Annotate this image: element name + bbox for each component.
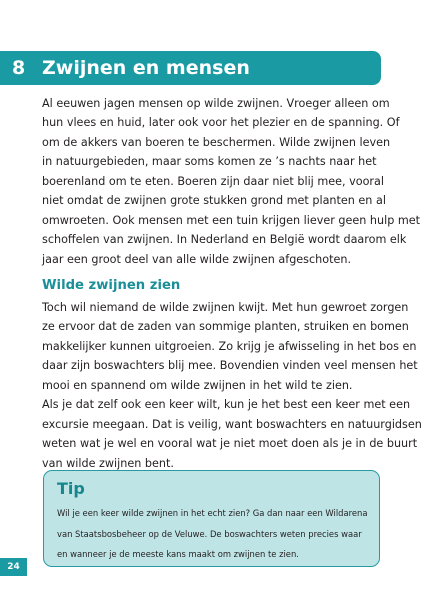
chapter-title: Zwijnen en mensen xyxy=(42,57,250,79)
text-line: niet omdat de zwijnen grote stukken grond met planten en al xyxy=(42,194,386,208)
tip-box xyxy=(43,470,380,567)
text-line: mooi en spannend om wilde zwijnen in het wild te zien. xyxy=(42,378,353,392)
text-line: Al eeuwen jagen mensen op wilde zwijnen. Vroeger alleen om xyxy=(42,97,390,110)
tip-line: en wanneer je de meeste kans maakt om zwijnen te zien. xyxy=(57,549,299,559)
text-line: ze ervoor dat de zaden van sommige planten, struiken en bomen xyxy=(42,320,409,334)
text-line: jaar een groot deel van alle wilde zwijnen afgeschoten. xyxy=(42,252,352,266)
page-number: 24 xyxy=(0,558,27,576)
text-line: excursie meegaan. Dat is veilig, want boswachters en natuurgidsen xyxy=(42,417,422,431)
tip-title: Tip xyxy=(57,479,85,498)
text-line: daar zijn boswachters blij mee. Bovendien vinden veel mensen het xyxy=(42,359,418,373)
text-line: boerenland om te eten. Boeren zijn daar niet blij mee, vooral xyxy=(42,174,384,188)
text-line: schoffelen van zwijnen. In Nederland en België wordt daarom elk xyxy=(42,233,407,247)
text-line: Als je dat zelf ook een keer wilt, kun je het best een keer met een xyxy=(42,398,411,412)
section-paragraph xyxy=(42,298,422,473)
text-line: Toch wil niemand de wilde zwijnen kwijt. Met hun gewroet zorgen xyxy=(42,301,409,314)
text-line: van wilde zwijnen bent. xyxy=(42,456,174,470)
text-line: in natuurgebieden, maar soms komen ze ’s nachts naar het xyxy=(42,155,377,169)
text-line: makkelijker kunnen uitgroeien. Zo krijg je afwisseling in het bos en xyxy=(42,339,417,353)
tip-line: van Staatsbosbeheer op de Veluwe. De boswachters weten precies waar xyxy=(57,528,362,539)
section-heading: Wilde zwijnen zien xyxy=(42,278,181,293)
text-line: hun vlees en huid, later ook voor het plezier en de spanning. Of xyxy=(42,116,400,130)
text-line: omwroeten. Ook mensen met een tuin krijgen liever geen hulp met xyxy=(42,213,421,227)
chapter-header xyxy=(0,51,381,85)
tip-text xyxy=(57,503,375,565)
tip-line: Wil je een keer wilde zwijnen in het echt zien? Ga dan naar een Wildarena xyxy=(57,508,368,518)
text-line: weten wat je wel en vooral wat je niet moet doen als je in de buurt xyxy=(42,437,418,451)
intro-paragraph xyxy=(42,94,421,269)
chapter-number: 8 xyxy=(12,57,26,79)
text-line: om de akkers van boeren te beschermen. Wilde zwijnen leven xyxy=(42,135,391,149)
